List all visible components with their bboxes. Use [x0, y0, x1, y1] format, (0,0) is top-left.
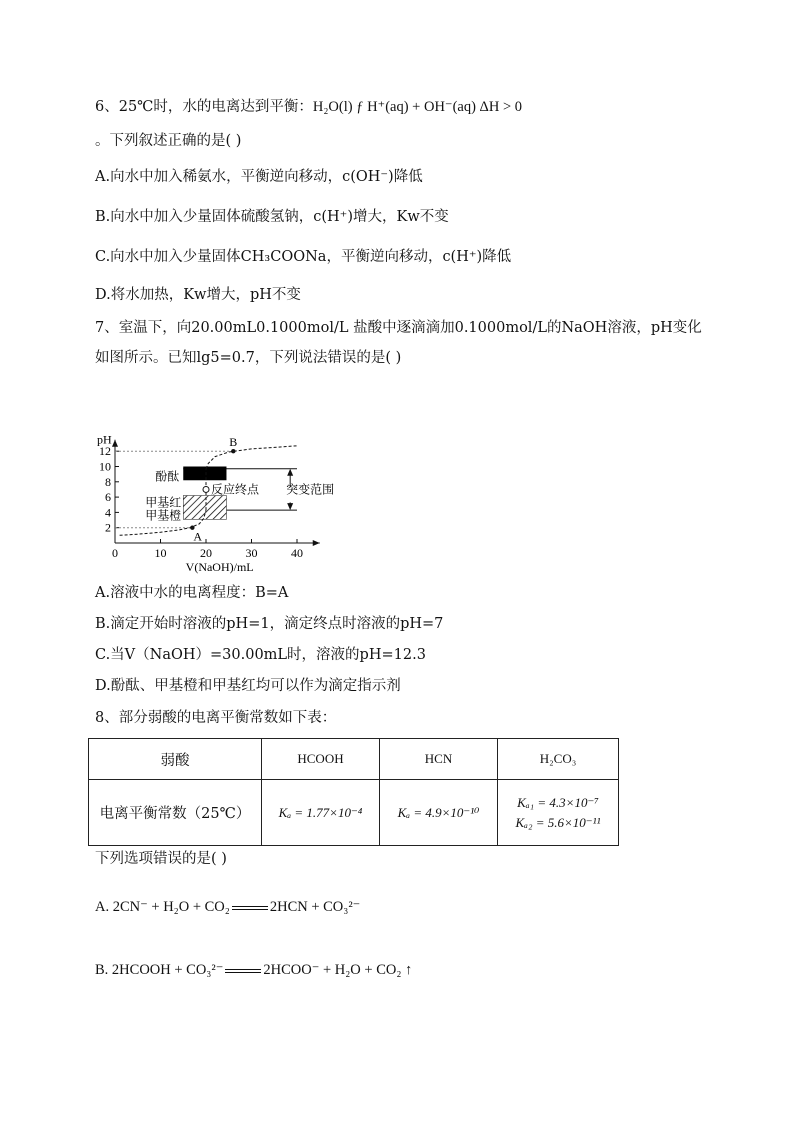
x-tick-label: 10	[154, 546, 167, 560]
indicator-label: 酚酞	[155, 469, 180, 484]
q8-option-a-left: 2CN⁻ + H₂O + CO₂	[112, 899, 230, 915]
y-tick-label: 2	[105, 520, 111, 535]
q8-option-a-right: 2HCN + CO₃²⁻	[269, 899, 361, 915]
indicator-label: 甲基红	[145, 495, 182, 510]
y-tick-label: 10	[99, 459, 111, 474]
header-hcooh: HCOOH	[262, 739, 380, 780]
indicator-bar-phenolphthalein	[183, 467, 226, 481]
jump-range-label: 突变范围	[286, 482, 335, 497]
q8-stem: 8、部分弱酸的电离平衡常数如下表：	[95, 710, 337, 726]
q6-option-c: C.向水中加入少量固体CH₃COONa，平衡逆向移动，c(H⁺)降低	[95, 249, 512, 265]
y-tick-label: 12	[99, 444, 111, 459]
k-h2co3-a1: Kₐ₁ = 4.3×10⁻⁷	[517, 794, 599, 810]
k-h2co3	[498, 780, 619, 846]
x-axis-label: V(NaOH)/mL	[185, 560, 254, 574]
q6-stem-prefix: 6、25℃时，水的电离达到平衡：	[95, 99, 313, 115]
y-tick-label: 4	[105, 505, 111, 520]
equals-sign-icon	[225, 969, 261, 973]
q7-option-a: A.溶液中水的电离程度：B=A	[95, 585, 289, 601]
k-h2co3-a2: Kₐ₂ = 5.6×10⁻¹¹	[515, 814, 601, 830]
point-b-label: B	[229, 435, 238, 450]
q8-question: 下列选项错误的是( )	[95, 851, 227, 867]
equals-sign-icon	[232, 906, 268, 910]
header-h2co3: H₂CO₃	[498, 739, 619, 780]
q7-option-b: B.滴定开始时溶液的pH=1，滴定终点时溶液的pH=7	[95, 616, 444, 632]
q7-stem-line2: 如图所示。已知lg5=0.7，下列说法错误的是( )	[95, 350, 402, 366]
q8-option-a-prefix: A.	[95, 899, 113, 915]
arrow-up-icon	[287, 469, 293, 476]
end-point-label: 反应终点	[211, 482, 260, 497]
point-a-label: A	[193, 529, 203, 544]
q7-option-d: D.酚酞、甲基橙和甲基红均可以作为滴定指示剂	[95, 678, 401, 694]
indicator-label: 甲基橙	[145, 508, 182, 523]
k-hcooh: Kₐ = 1.77×10⁻⁴	[262, 780, 380, 846]
q8-option-b-prefix: B.	[95, 962, 112, 978]
x-tick-label: 0	[112, 546, 118, 560]
q8-option-b-left: 2HCOOH + CO₃²⁻	[111, 962, 224, 978]
header-hcn: HCN	[380, 739, 498, 780]
titration-chart	[95, 375, 335, 575]
end-point-marker	[203, 486, 209, 492]
q8-option-a	[95, 897, 360, 917]
q6-stem	[95, 97, 522, 117]
q6-option-b: B.向水中加入少量固体硫酸氢钠，c(H⁺)增大，Kw不变	[95, 209, 449, 225]
q8-option-b-right: 2HCOO⁻ + H₂O + CO₂ ↑	[263, 962, 413, 978]
x-tick-label: 30	[245, 546, 258, 560]
q7-stem-line1: 7、室温下，向20.00mL0.1000mol/L 盐酸中逐滴滴加0.1000mol/L的NaOH溶液，pH变化	[95, 320, 702, 336]
arrow-down-icon	[287, 503, 293, 510]
q6-equation: H₂O(l) ƒ H⁺(aq) + OH⁻(aq) ΔH > 0	[312, 99, 523, 115]
q7-option-c: C.当V（NaOH）=30.00mL时，溶液的pH=12.3	[95, 647, 426, 663]
y-axis-label: pH	[97, 432, 112, 447]
q6-option-d: D.将水加热，Kw增大，pH不变	[95, 287, 301, 303]
q6-stem-suffix: 。下列叙述正确的是( )	[95, 133, 242, 149]
x-axis-arrow-icon	[313, 540, 320, 546]
q8-option-b	[95, 960, 412, 980]
titration-curve-after	[206, 446, 297, 469]
q6-option-a: A.向水中加入稀氨水，平衡逆向移动，c(OH⁻)降低	[95, 169, 423, 185]
y-tick-label: 8	[105, 474, 111, 489]
point-b	[231, 449, 235, 453]
x-tick-label: 40	[291, 546, 303, 560]
y-axis-arrow-icon	[112, 440, 118, 447]
table-row	[89, 780, 619, 846]
row-label: 电离平衡常数（25℃）	[89, 780, 262, 846]
header-weak-acid: 弱酸	[89, 739, 262, 780]
x-tick-label: 20	[200, 546, 212, 560]
ionization-constant-table	[88, 738, 619, 846]
k-hcn: Kₐ = 4.9×10⁻¹⁰	[380, 780, 498, 846]
table-header-row	[89, 739, 619, 780]
y-tick-label: 6	[105, 490, 111, 505]
